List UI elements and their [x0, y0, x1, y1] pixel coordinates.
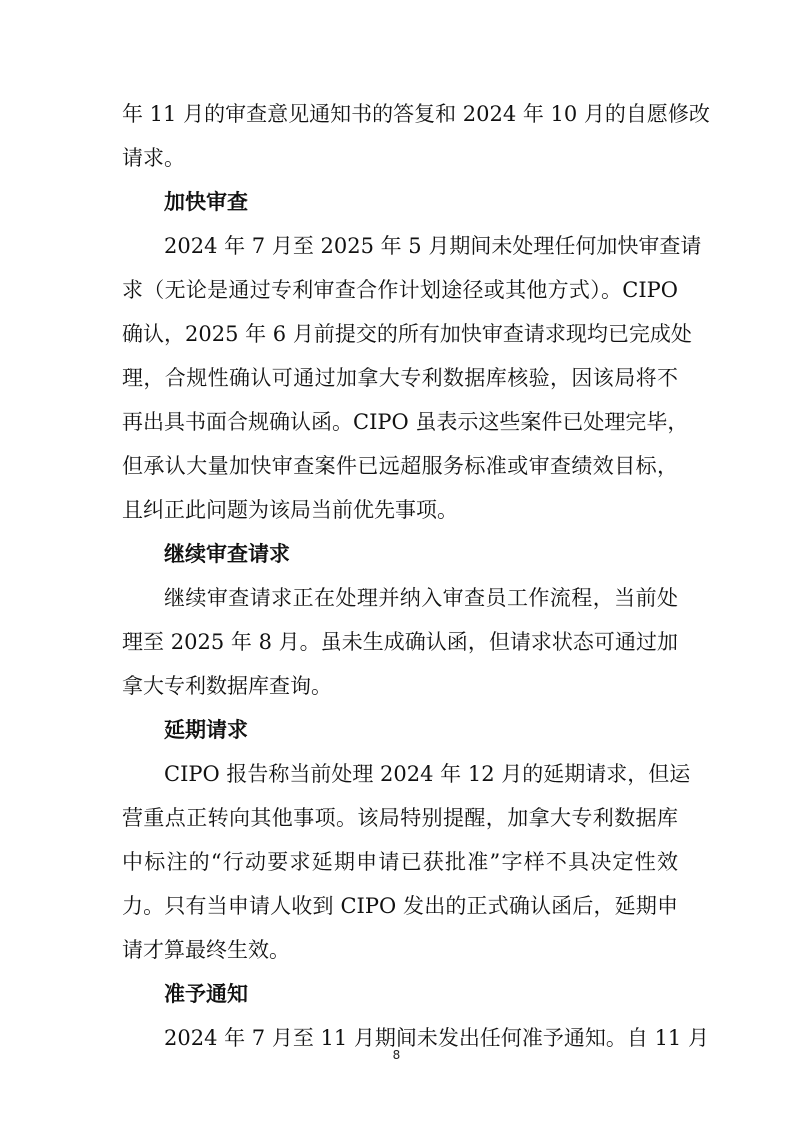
paragraph-line: 中标注的“行动要求延期申请已获批准”字样不具决定性效 — [122, 850, 678, 874]
paragraph-line: 营重点正转向其他事项。该局特别提醒，加拿大专利数据库 — [122, 806, 678, 830]
paragraph-line: 2024 年 7 月至 11 月期间未发出任何准予通知。自 11 月 — [164, 1026, 709, 1050]
paragraph-line: 拿大专利数据库查询。 — [122, 674, 332, 698]
paragraph-line: 请求。 — [122, 146, 185, 170]
paragraph-line: 年 11 月的审查意见通知书的答复和 2024 年 10 月的自愿修改 — [122, 102, 710, 126]
paragraph-line: 理，合规性确认可通过加拿大专利数据库核验，因该局将不 — [122, 366, 678, 390]
section-heading-allowance: 准予通知 — [164, 982, 248, 1006]
paragraph-line: 求（无论是通过专利审查合作计划途径或其他方式）。CIPO — [122, 278, 678, 302]
paragraph-line: 且纠正此问题为该局当前优先事项。 — [122, 498, 458, 522]
section-heading-continued-examination: 继续审查请求 — [164, 542, 290, 566]
paragraph-line: 再出具书面合规确认函。CIPO 虽表示这些案件已处理完毕， — [122, 410, 689, 434]
section-heading-extension: 延期请求 — [164, 718, 248, 742]
paragraph-line: 但承认大量加快审查案件已远超服务标准或审查绩效目标， — [122, 454, 678, 478]
paragraph-line: 确认，2025 年 6 月前提交的所有加快审查请求现均已完成处 — [122, 322, 692, 346]
section-heading-expedited: 加快审查 — [164, 190, 248, 214]
paragraph-line: 理至 2025 年 8 月。虽未生成确认函，但请求状态可通过加 — [122, 630, 678, 654]
paragraph-line: 力。只有当申请人收到 CIPO 发出的正式确认函后，延期申 — [122, 894, 678, 918]
page-number: 8 — [392, 1048, 401, 1062]
paragraph-line: 请才算最终生效。 — [122, 938, 290, 962]
paragraph-line: CIPO 报告称当前处理 2024 年 12 月的延期请求，但运 — [164, 762, 691, 786]
paragraph-line: 继续审查请求正在处理并纳入审查员工作流程，当前处 — [164, 586, 678, 610]
paragraph-line: 2024 年 7 月至 2025 年 5 月期间未处理任何加快审查请 — [164, 234, 702, 258]
